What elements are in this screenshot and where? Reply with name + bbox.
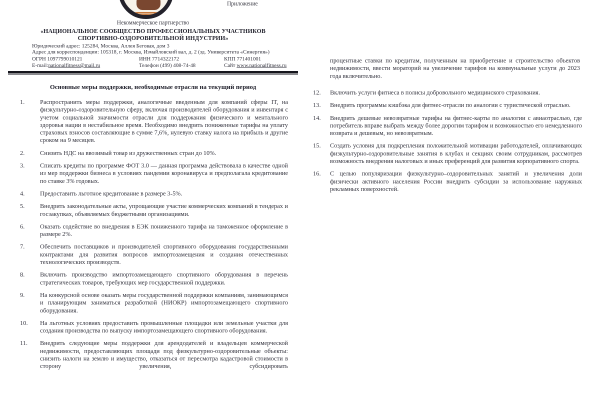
item-number: 1. (20, 98, 25, 106)
org-name-line-2: СПОРТИВНО-ОЗДОРОВИТЕЛЬНОЙ ИНДУСТРИИ» (77, 34, 229, 42)
list-item (8, 190, 288, 198)
measures-list-right (308, 89, 582, 198)
item-text: Внедрить законодательные акты, упрощающие участие коммерческих компаний в тендерах и госзакупках, объявляемых бюджетными организациями. (40, 202, 288, 218)
item-text: Снизить НДС на ввозимый товар из дружественных стран до 10%. (40, 149, 217, 157)
list-item (8, 203, 288, 218)
emblem-handshake-figure (137, 0, 161, 10)
item-text: Включить услуги фитнеса в полисы добровольного медицинского страхования. (330, 89, 541, 96)
item-text: Предоставить льготное кредитование в размере 3-5%. (40, 189, 183, 197)
item-number: 12. (313, 89, 321, 96)
emblem-orange-bars (135, 12, 163, 19)
item-number: 5. (20, 202, 25, 210)
kpp-value: КПП 771401001 (224, 56, 262, 62)
list-item (8, 243, 288, 266)
item-number: 7. (20, 243, 25, 251)
list-item (8, 340, 288, 371)
right-column (308, 57, 582, 80)
legal-address: Юридический адрес: 125284, Москва, Аллея Беговая, дом 3 (32, 43, 170, 49)
item-text: Внедрить программы кэшбэка для фитнес-отрасли по аналогии с туристической отраслью. (330, 101, 571, 109)
org-emblem-logo (119, 0, 174, 19)
list-item (8, 291, 288, 314)
page-right (308, 0, 582, 400)
item-number: 4. (20, 189, 25, 197)
item-number: 13. (313, 101, 321, 109)
item-text: Внедрить дешевые невозвратные тарифы на фитнес-карты по аналогии с авиаотраслью, где потребитель вправе выбрать между более дорогим тарифом и возможностью его немедленного возврата и дешевым, но невозвратным. (330, 114, 582, 137)
list-item (308, 170, 582, 193)
list-item (308, 114, 582, 137)
list-item (8, 271, 288, 286)
item-text: Списать кредиты по программе ФОТ 3.0 — данная программа действовала в качестве одной из мер поддержки бизнеса в условиях пандемии коронавируса и предполагала кредитование по ставке 3% годовых. (40, 162, 288, 185)
item-text: С целью популяризации физкультурно–оздоровительных занятий и увеличения доли физически активного населения России внедрить субсидии за использование наружных рекламных поверхностей. (330, 170, 582, 193)
item-text: На льготных условиях предоставить промышленные площадки или земельные участки для создания производства по выпуску импортозамещающего спортивного оборудования. (40, 319, 288, 335)
item-number: 6. (20, 222, 25, 230)
email-link: nationalfitness@mail.ru (48, 62, 101, 69)
item-11-continuation: процентные ставки по кредитам, полученным на приобретение и строительство объектов недвижимости, ввести мораторий на увеличение тарифов на коммунальные услуги до 2023 года включительно. (330, 57, 580, 80)
list-item (8, 223, 288, 238)
annex-label: Приложение (227, 1, 258, 7)
item-number: 2. (20, 149, 25, 157)
site-label: Сайт (224, 62, 236, 69)
item-number: 8. (20, 271, 25, 279)
item-number: 9. (20, 291, 25, 299)
letterhead-rule (8, 71, 298, 75)
item-text: Включить производство импортозамещающего спортивного оборудования в перечень стратегических товаров, требующих мер государственной поддержки. (40, 271, 288, 286)
document-title: Основные меры поддержки, необходимые отрасли на текущий период (49, 83, 257, 91)
list-item (8, 162, 288, 185)
site-link: www.nationalfitness.ru (236, 62, 287, 69)
ogrn-value: ОГРН 1097799010121 (32, 56, 83, 62)
list-item (8, 149, 288, 157)
item-number: 15. (313, 142, 321, 150)
item-number: 10. (20, 319, 28, 327)
item-number: 11. (20, 339, 28, 347)
phone-value: Телефон (499) 408-74-48 (139, 62, 196, 69)
email-label: E-mail: (32, 62, 49, 69)
email-row (32, 63, 100, 69)
item-text: Создать условия для подкрепления положительной мотивации работодателей, оплачивающих физкультурно-оздоровительные занятия в клубах и секциях своим сотрудникам, рассмотрев возможность внедрения налоговых и иных преференций для развития корпоративного спорта. (330, 142, 582, 165)
measures-list-left (8, 99, 288, 376)
item-number: 14. (313, 114, 321, 122)
item-number: 3. (20, 162, 25, 170)
org-name-line-1: «НАЦИОНАЛЬНОЕ СООБЩЕСТВО ПРОФЕССИОНАЛЬНЫХ УЧАСТНИКОВ (40, 27, 266, 35)
item-number: 16. (313, 170, 321, 178)
list-item (308, 102, 582, 110)
org-type-line: Некоммерческое партнерство (116, 20, 190, 26)
item-text: На конкурсной основе оказать меры государственной поддержки компаниям, занимающимся и планирующим заниматься разработкой (НИОКР) импортозамещающего спортивного оборудования. (40, 291, 288, 314)
list-item (308, 89, 582, 97)
item-text: Оказать содействие во внедрения в ЕЭК пониженного тарифа на таможенное оформление в размере 2%. (40, 222, 288, 238)
list-item (8, 99, 288, 145)
list-item (308, 142, 582, 165)
postal-address: Адрес для корреспонденции: 105318, г. Москва, Измайловский вал, д. 2 (зд. Университета «Синергия») (32, 49, 270, 55)
inn-value: ИНН 7714322172 (139, 56, 180, 62)
item-text: Обеспечить поставщиков и производителей спортивного оборудования государственными контрактами для развития вопросов импортозамещения и создания отечественных технологических производств. (40, 243, 288, 266)
list-item (8, 319, 288, 334)
site-row (224, 63, 287, 69)
page-left (8, 0, 298, 400)
item-text: Внедрить следующие меры поддержки для арендодателей и владельцев коммерческой недвижимости, предоставляющих площади под физкультурно-оздоровительные объекты: снизить налоги на землю и имущество, отказаться от пересмотра кадастровой стоимости в сторону увеличения, субсидировать (40, 339, 288, 370)
item-text: Распространить меры поддержки, аналогичные введенным для компаний сферы IT, на физкультурно-оздоровительную сферу, включая производителей оборудования и инвентаря с учетом социальной значимости отрасли для поддержания физического и ментального здоровья нации в нестабильное время. Необходимо внедрить пониженные тарифы на уплату страховых взносов составляющие в сумме 7,6%, нулевую ставку налога на прибыль и другие сроком на 9 месяцев. (40, 98, 288, 144)
